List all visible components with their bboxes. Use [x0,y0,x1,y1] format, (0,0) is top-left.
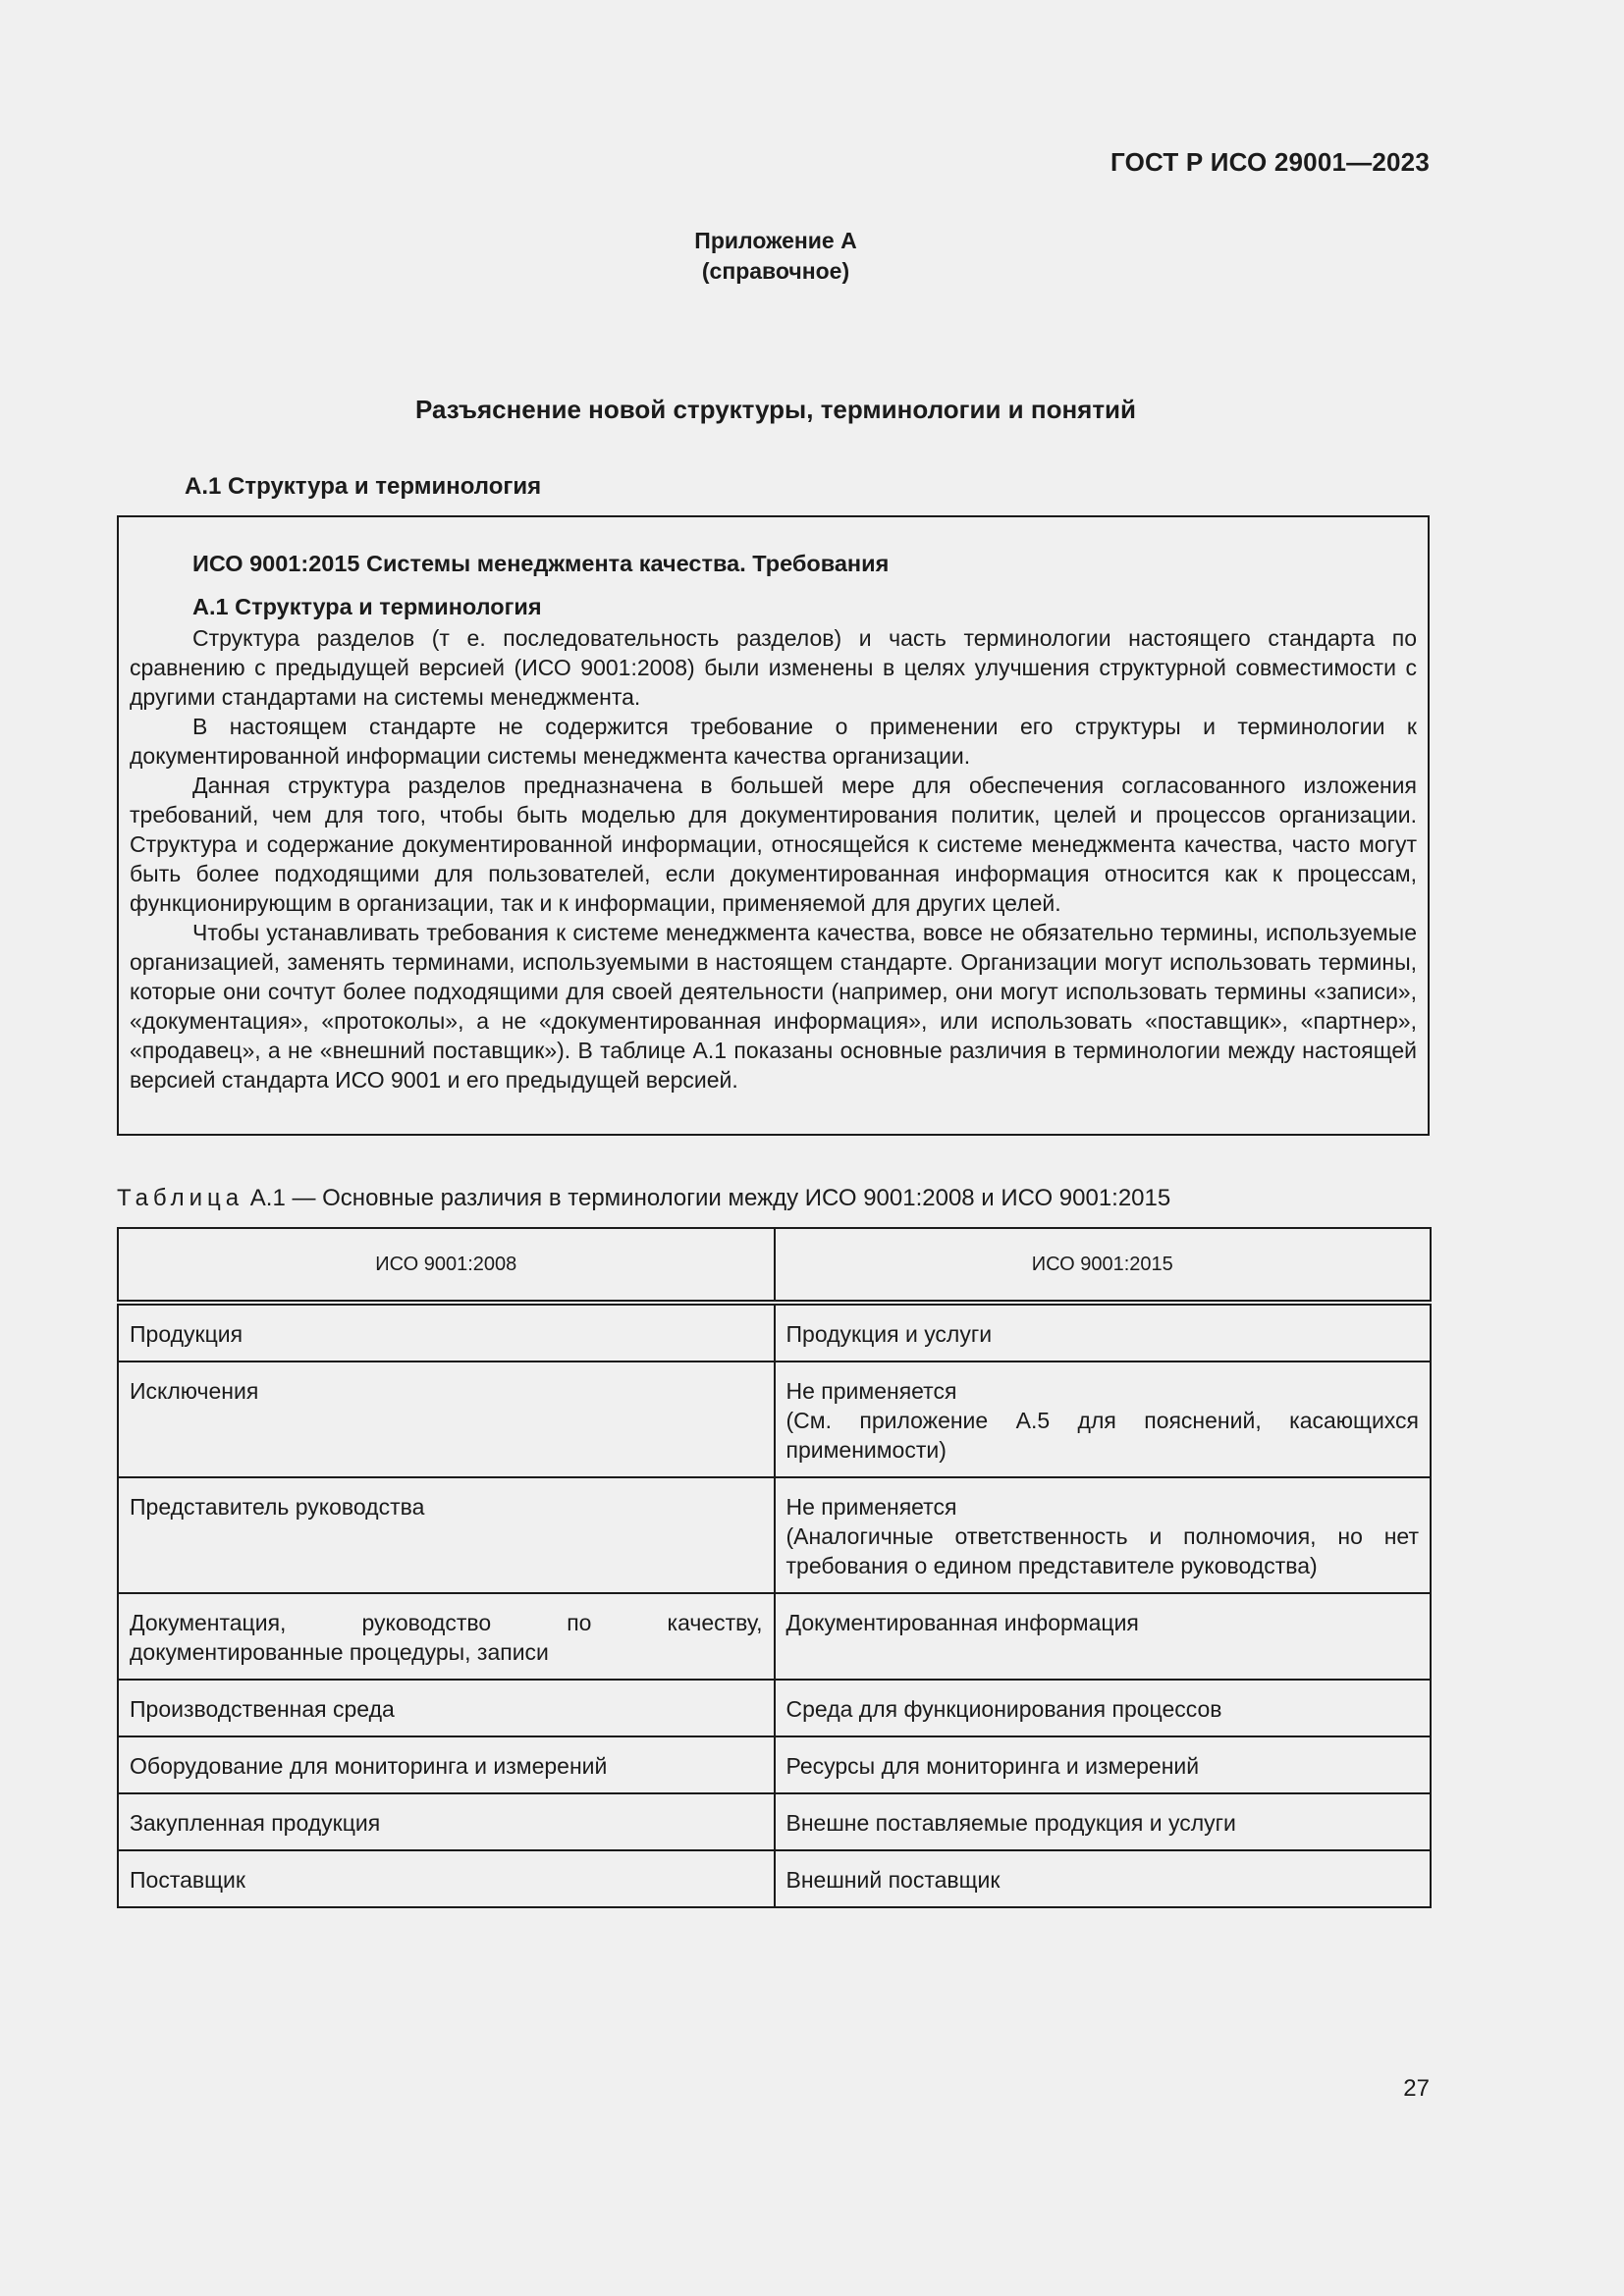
table-caption [117,1185,1170,1212]
column-header-2008: ИСО 9001:2008 [118,1228,775,1303]
cell-line: Не применяется [785,1494,957,1520]
cell-line: Среда для функционирования процессов [785,1696,1222,1722]
cell-line: (См. приложение А.5 для пояснений, касающихся применимости) [785,1408,1419,1463]
cell-line: Внешне поставляемые продукция и услуги [785,1810,1236,1836]
cell-new-term [775,1593,1432,1680]
cell-old-term: Производственная среда [118,1680,775,1736]
cell-new-term [775,1303,1432,1362]
quoted-standard-box [117,515,1430,1136]
cell-new-term [775,1850,1432,1907]
box-title: ИСО 9001:2015 Системы менеджмента качества. Требования [192,551,890,576]
table-caption-text: А.1 — Основные различия в терминологии между ИСО 9001:2008 и ИСО 9001:2015 [249,1185,1171,1211]
appendix-status: (справочное) [701,258,850,284]
cell-line: Продукция и услуги [785,1321,993,1347]
cell-old-term: Представитель руководства [118,1477,775,1593]
cell-line: Ресурсы для мониторинга и измерений [785,1753,1200,1779]
cell-line: Внешний поставщик [785,1867,1001,1893]
box-paragraph: Данная структура разделов предназначена в большей мере для обеспечения согласованного изложения требований, чем для того, чтобы быть моделью для документирования политик, целей и процессов организации. Структура и содержание документированной информации, относящейся к системе менеджмента качества, часто могут быть более подходящими для пользователей, если документированная информация относится как к процессам, функционирующим в организации, так и к информации, применяемой для других целей. [130,773,1417,916]
table-row [118,1680,1431,1736]
cell-line: (Аналогичные ответственность и полномочия, но нет требования о едином представителе руководства) [785,1523,1419,1578]
cell-line: Документированная информация [785,1610,1139,1635]
cell-new-term [775,1736,1432,1793]
cell-new-term [775,1362,1432,1477]
cell-old-term: Оборудование для мониторинга и измерений [118,1736,775,1793]
table-row [118,1593,1431,1680]
page-number: 27 [1403,2075,1430,2102]
appendix-label: Приложение А [694,228,857,253]
cell-old-term: Закупленная продукция [118,1793,775,1850]
table-row [118,1793,1431,1850]
box-paragraph: В настоящем стандарте не содержится требование о применении его структуры и терминологии к документированной информации системы менеджмента качества организации. [130,714,1417,769]
cell-line: Не применяется [785,1378,957,1404]
document-code: ГОСТ Р ИСО 29001—2023 [1110,147,1430,177]
table-row [118,1850,1431,1907]
box-paragraph: Чтобы устанавливать требования к системе менеджмента качества, вовсе не обязательно термины, используемые организацией, заменять терминами, используемыми в настоящем стандарте. Организации могут использовать термины, которые они сочтут более подходящими для своей деятельности (например, они могут использовать термины «записи», «документация», «протоколы», а не «документированная информация», или использовать «поставщик», «партнер», «продавец», а не «внешний поставщик»). В таблице А.1 показаны основные различия в терминологии между настоящей версией стандарта ИСО 9001 и его предыдущей версией. [130,920,1417,1093]
table-row [118,1736,1431,1793]
table-caption-label: Таблица [117,1185,244,1211]
cell-old-term: Документация, руководство по качеству, документированные процедуры, записи [118,1593,775,1680]
box-subtitle: А.1 Структура и терминология [192,594,542,619]
clause-heading: A.1 Структура и терминология [185,473,542,500]
cell-old-term: Исключения [118,1362,775,1477]
box-paragraph: Структура разделов (т е. последовательность разделов) и часть терминологии настоящего стандарта по сравнению с предыдущей версией (ИСО 9001:2008) были изменены в целях улучшения структурной совместимости с другими стандартами на системы менеджмента. [130,625,1417,710]
cell-new-term [775,1680,1432,1736]
cell-new-term [775,1477,1432,1593]
table-header-row [118,1228,1431,1303]
section-heading: Разъяснение новой структуры, терминологии и понятий [414,395,1137,424]
table-row [118,1362,1431,1477]
cell-new-term [775,1793,1432,1850]
table-row [118,1303,1431,1362]
table-row [118,1477,1431,1593]
cell-old-term: Продукция [118,1303,775,1362]
cell-old-term: Поставщик [118,1850,775,1907]
appendix-title [0,226,1551,287]
column-header-2015: ИСО 9001:2015 [775,1228,1432,1303]
terminology-table [117,1227,1432,1908]
